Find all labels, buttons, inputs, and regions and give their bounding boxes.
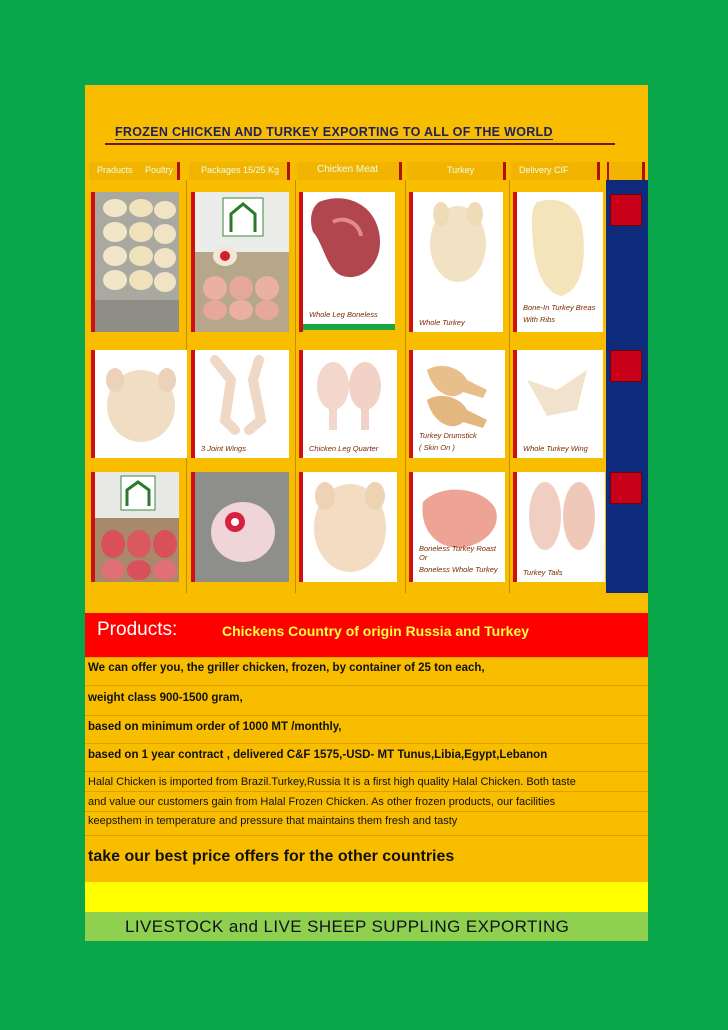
photo-chicken-box-display (195, 192, 289, 332)
header-cell-turkey: Turkey (407, 162, 506, 180)
header-cell-packages: Packages 15/25 Kg (189, 162, 290, 180)
leg-meat-image (303, 192, 395, 324)
turkey-wing-image (517, 350, 603, 458)
griller-chicken-image (303, 472, 397, 582)
title-band (85, 85, 648, 145)
photo-turkey-drumstick (413, 350, 505, 458)
product-photo-grid (85, 180, 648, 593)
photo-griller-chicken (303, 472, 397, 582)
red-marker (610, 472, 642, 504)
photo-chicken-box-red (95, 472, 179, 582)
photo-bone-in-turkey-breast (517, 192, 603, 332)
photo-whole-turkey-wing (517, 350, 603, 458)
photo-label: Boneless Turkey Roast Or (419, 544, 496, 562)
photo-label: With Ribs (523, 315, 556, 324)
header-row (85, 162, 648, 180)
offer-line: based on 1 year contract , delivered C&F 1575,-USD- MT Tunus,Libia,Egypt,Lebanon (85, 743, 648, 772)
photo-whole-leg-boneless (303, 192, 395, 324)
halal-line: and value our customers gain from Halal Frozen Chicken. As other frozen products, our facilities (85, 791, 648, 812)
packaged-chicken-image (195, 472, 289, 582)
halal-line: keepsthem in temperature and pressure that maintains them fresh and tasty (85, 811, 648, 836)
red-marker (610, 194, 642, 226)
photo-turkey-tails (517, 472, 605, 582)
livestock-band (85, 912, 648, 941)
red-box-image (95, 472, 179, 582)
products-origin: Chickens Country of origin Russia and Turkey (222, 623, 530, 639)
livestock-heading: LIVESTOCK and LIVE SHEEP SUPPLING EXPORTING (125, 917, 570, 936)
leg-quarter-image (303, 350, 397, 458)
header-cell-chicken-meat: Chicken Meat (297, 162, 402, 180)
photo-label: 3 Joint Wings (201, 444, 246, 453)
header-cell-products: Praducts Poultry (89, 162, 180, 180)
photo-3-joint-wings (195, 350, 289, 458)
photo-label: Chicken Leg Quarter (309, 444, 379, 453)
photo-label: Whole Turkey Wing (523, 444, 588, 453)
offer-line: based on minimum order of 1000 MT /monthly, (85, 715, 648, 744)
header-cell-empty (607, 162, 645, 180)
yellow-band (85, 882, 648, 912)
photo-chicken-leg-quarter (303, 350, 397, 458)
offer-line: We can offer you, the griller chicken, frozen, by container of 25 ton each, (85, 657, 648, 686)
chicken-box-image (195, 192, 289, 332)
photo-label: Whole Turkey (419, 318, 465, 327)
boxed-chicken-image (95, 192, 179, 332)
photo-boxed-chicken-pieces (95, 192, 179, 332)
green-strip (303, 324, 395, 330)
turkey-tails-image (517, 472, 605, 582)
wings-image (195, 350, 289, 458)
navy-side-column (606, 180, 648, 593)
red-marker (610, 350, 642, 382)
halal-line: Halal Chicken is imported from Brazil.Turkey,Russia It is a first high quality Halal Chicken. Both taste (85, 771, 648, 792)
best-price-row: take our best price offers for the other countries (85, 835, 648, 883)
title-underline (105, 143, 615, 145)
photo-label: Turkey Tails (523, 568, 563, 577)
flyer-sheet (85, 85, 648, 941)
offer-line: weight class 900-1500 gram, (85, 685, 648, 716)
photo-label: ( Skin On ) (419, 443, 455, 452)
drumstick-image (413, 350, 505, 458)
photo-label: Turkey Drumstick (419, 431, 477, 440)
photo-whole-chicken (95, 350, 187, 458)
header-cell-delivery: Delivery CIF (511, 162, 600, 180)
whole-turkey-image (413, 192, 503, 332)
photo-whole-turkey (413, 192, 503, 332)
products-label: Products: (97, 619, 178, 640)
products-band (85, 613, 648, 657)
photo-packaged-chicken (195, 472, 289, 582)
column-divider (295, 180, 296, 593)
photo-label: Bone-In Turkey Breas (523, 303, 596, 312)
photo-boneless-turkey-roast (413, 472, 505, 582)
column-divider (405, 180, 406, 593)
photo-label: Whole Leg Boneless (309, 310, 378, 319)
page-title: FROZEN CHICKEN AND TURKEY EXPORTING TO ALL OF THE WORLD (115, 125, 553, 139)
photo-label: Boneless Whole Turkey (419, 565, 498, 574)
whole-chicken-image (95, 350, 187, 458)
column-divider (509, 180, 510, 593)
